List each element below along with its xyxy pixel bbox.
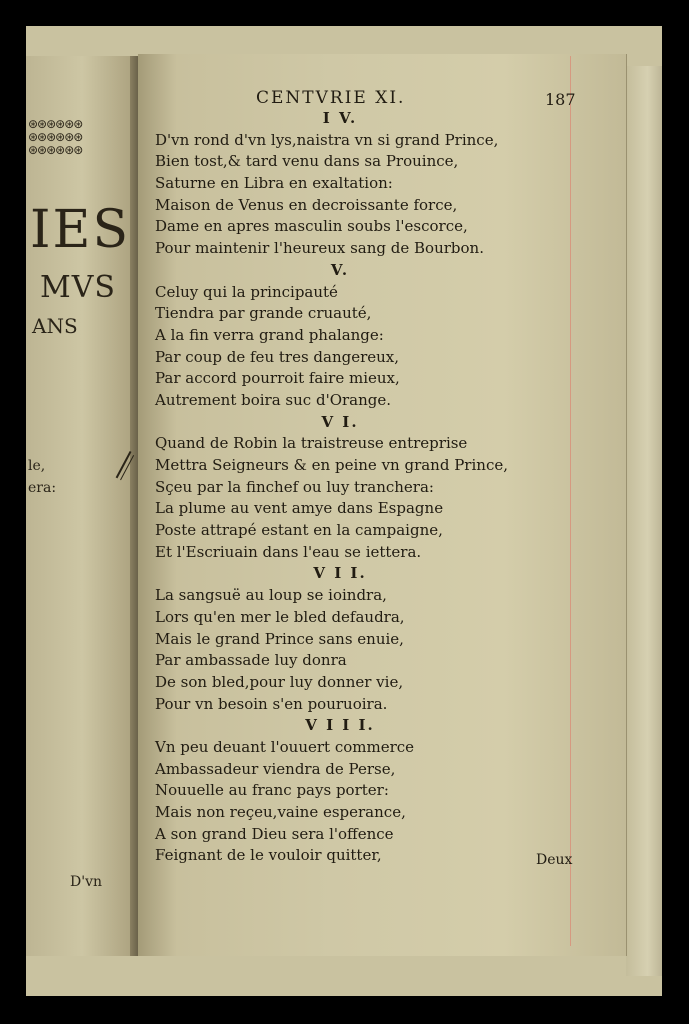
verse-line: Par ambassade luy donra — [155, 651, 347, 670]
verse-line: Autrement boira suc d'Orange. — [155, 390, 392, 409]
verse-line: A la fin verra grand phalange: — [155, 325, 384, 344]
page-edge — [626, 66, 662, 976]
verse-line: De son bled,pour luy donner vie, — [155, 672, 404, 691]
verse-line: Quand de Robin la traistreuse entreprise — [155, 434, 468, 453]
verse-line: Vn peu deuant l'ouuert commerce — [155, 737, 415, 756]
verse-line: Et l'Escriuain dans l'eau se iettera. — [155, 542, 422, 561]
margin-rule — [570, 56, 571, 946]
verse-line: Poste attrapé estant en la campaigne, — [155, 521, 443, 540]
verse-line: D'vn rond d'vn lys,naistra vn si grand Prince, — [155, 130, 499, 149]
left-title-fragment-2: MVS — [40, 270, 116, 305]
quatrain-heading: V I. — [321, 412, 359, 431]
poem-text — [155, 108, 525, 867]
verse-line: Mais non reçeu,vaine esperance, — [155, 803, 406, 821]
left-title-fragment: IES — [30, 200, 131, 260]
quatrain-heading: I V. — [322, 109, 358, 127]
left-text-fragment-2: era: — [28, 480, 57, 496]
verse-line: Maison de Venus en decroissante force, — [155, 195, 458, 214]
verse-line: A son grand Dieu sera l'offence — [155, 824, 394, 843]
verse-line: Mettra Seigneurs & en peine vn grand Prince, — [155, 456, 508, 474]
verse-line: Mais le grand Prince sans enuie, — [155, 629, 404, 648]
verse-line: Tiendra par grande cruauté, — [155, 304, 372, 323]
verse-line: Bien tost,& tard venu dans sa Prouince, — [155, 152, 459, 171]
verse-line: Feignant de le vouloir quitter, — [155, 846, 382, 865]
verse-line: Celuy qui la principauté — [155, 282, 338, 301]
left-page — [26, 56, 138, 956]
catchword: Deux — [536, 852, 573, 868]
running-title: CENTVRIE XI. — [256, 88, 406, 108]
ornament-band: ⊛⊛⊛⊛⊛⊛ ⊛⊛⊛⊛⊛⊛ ⊛⊛⊛⊛⊛⊛ — [28, 117, 83, 157]
quatrain-heading: V I I. — [313, 564, 367, 583]
left-catchword: D'vn — [70, 874, 102, 890]
quatrain-heading: V I I I. — [305, 716, 375, 735]
left-title-fragment-3: ANS — [32, 314, 78, 338]
verse-line: Nouuelle au franc pays porter: — [155, 781, 389, 800]
verse-line: Dame en apres masculin soubs l'escorce, — [155, 217, 468, 236]
verse-line: Par accord pourroit faire mieux, — [155, 369, 400, 388]
page-number: 187 — [545, 90, 576, 109]
verse-line: Ambassadeur viendra de Perse, — [155, 759, 396, 778]
quatrain-heading: V. — [330, 260, 350, 279]
verse-line: Lors qu'en mer le bled defaudra, — [155, 607, 405, 626]
verse-line: La sangsuë au loup se ioindra, — [155, 586, 387, 605]
verse-line: Saturne en Libra en exaltation: — [155, 174, 393, 193]
verse-line: Par coup de feu tres dangereux, — [155, 347, 400, 366]
verse-line: Sçeu par la finchef ou luy tranchera: — [155, 477, 434, 496]
left-text-fragment-1: le, — [28, 458, 46, 474]
verse-line: Pour vn besoin s'en pouruoira. — [155, 694, 388, 713]
verse-line: Pour maintenir l'heureux sang de Bourbon. — [155, 239, 484, 258]
verse-line: La plume au vent amye dans Espagne — [155, 499, 444, 518]
